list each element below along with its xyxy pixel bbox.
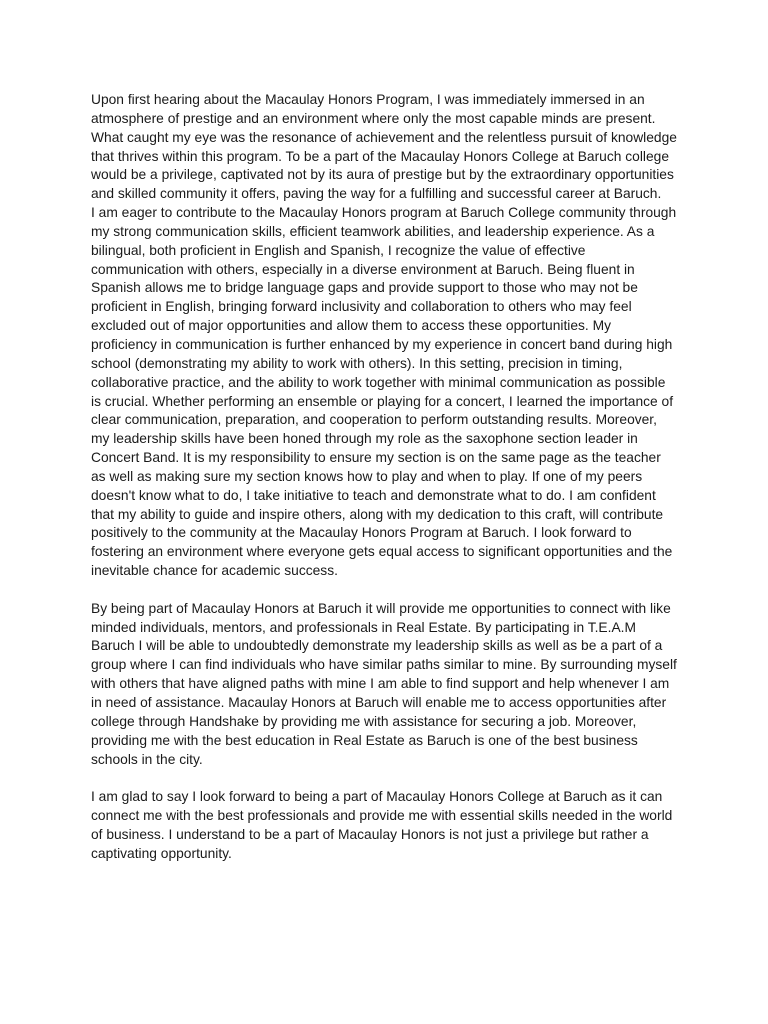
- text-line: and skilled community it offers, paving the way for a fulfilling and successful career at Baruch.: [91, 186, 662, 202]
- paragraph-2: [91, 600, 681, 770]
- text-line: would be a privilege, captivated not by its aura of prestige but by the extraordinary opportunities: [91, 167, 674, 183]
- text-line: minded individuals, mentors, and professionals in Real Estate. By participating in T.E.A.M: [91, 619, 636, 635]
- text-line: group where I can find individuals who have similar paths similar to mine. By surrounding myself: [91, 657, 677, 673]
- text-line: college through Handshake by providing me with assistance for securing a job. Moreover,: [91, 713, 637, 729]
- text-line: excluded out of major opportunities and allow them to access these opportunities. My: [91, 318, 611, 334]
- text-line: collaborative practice, and the ability to work together with minimal communication as possible: [91, 374, 666, 390]
- text-line: in need of assistance. Macaulay Honors at Baruch will enable me to access opportunities after: [91, 695, 667, 710]
- text-line: proficiency in communication is further enhanced by my experience in concert band during high: [91, 336, 673, 352]
- text-line: that thrives within this program. To be a part of the Macaulay Honors College at Baruch college: [91, 148, 669, 164]
- text-line: my strong communication skills, efficient teamwork abilities, and leadership experience. As a: [91, 223, 655, 239]
- text-line: clear communication, preparation, and cooperation to perform outstanding results. Moreover,: [91, 412, 657, 428]
- text-line: my leadership skills have been honed through my role as the saxophone section leader in: [91, 431, 638, 447]
- text-line: By being part of Macaulay Honors at Baruch it will provide me opportunities to connect with like: [91, 600, 671, 616]
- text-line: providing me with the best education in Real Estate as Baruch is one of the best business: [91, 732, 638, 748]
- text-line: Baruch I will be able to undoubtedly demonstrate my leadership skills as well as be a part of a: [91, 638, 663, 654]
- text-line: proficient in English, bringing forward inclusivity and collaboration to others who may feel: [91, 299, 632, 315]
- text-line: positively to the community at the Macaulay Honors Program at Baruch. I look forward to: [91, 525, 632, 541]
- text-line: Concert Band. It is my responsibility to ensure my section is on the same page as the teacher: [91, 450, 661, 466]
- text-line: connect me with the best professionals and provide me with essential skills needed in the world: [91, 808, 673, 824]
- text-line: is crucial. Whether performing an ensemble or playing for a concert, I learned the importance of: [91, 393, 674, 409]
- text-line: doesn't know what to do, I take initiative to teach and demonstrate what to do. I am confident: [91, 487, 656, 503]
- text-line: What caught my eye was the resonance of achievement and the relentless pursuit of knowledge: [91, 129, 677, 145]
- text-line: atmosphere of prestige and an environment where only the most capable minds are present.: [91, 110, 656, 126]
- document-body: [91, 91, 681, 882]
- paragraph-1: [91, 91, 681, 581]
- text-line: Spanish allows me to bridge language gaps and provide support to those who may not be: [91, 280, 638, 296]
- text-line: captivating opportunity.: [91, 845, 232, 861]
- text-line: with others that have aligned paths with mine I am able to find support and help whenever I am: [91, 676, 670, 692]
- text-line: that my ability to guide and inspire others, along with my dedication to this craft, will contribute: [91, 506, 664, 522]
- text-line: as well as making sure my section knows how to play and when to play. If one of my peers: [91, 468, 643, 484]
- text-line: inevitable chance for academic success.: [91, 563, 338, 579]
- text-line: communication with others, especially in a diverse environment at Baruch. Being fluent in: [91, 261, 635, 277]
- text-line: of business. I understand to be a part of Macaulay Honors is not just a privilege but rather a: [91, 826, 649, 842]
- text-line: fostering an environment where everyone gets equal access to significant opportunities and the: [91, 544, 673, 560]
- text-line: Upon first hearing about the Macaulay Honors Program, I was immediately immersed in an: [91, 92, 645, 107]
- text-line: schools in the city.: [91, 751, 203, 767]
- text-line: I am eager to contribute to the Macaulay Honors program at Baruch College community through: [91, 205, 677, 221]
- text-line: I am glad to say I look forward to being a part of Macaulay Honors College at Baruch as it can: [91, 789, 663, 805]
- paragraph-3: [91, 788, 681, 863]
- text-line: school (demonstrating my ability to work with others). In this setting, precision in timing,: [91, 355, 623, 371]
- text-line: bilingual, both proficient in English and Spanish, I recognize the value of effective: [91, 242, 586, 258]
